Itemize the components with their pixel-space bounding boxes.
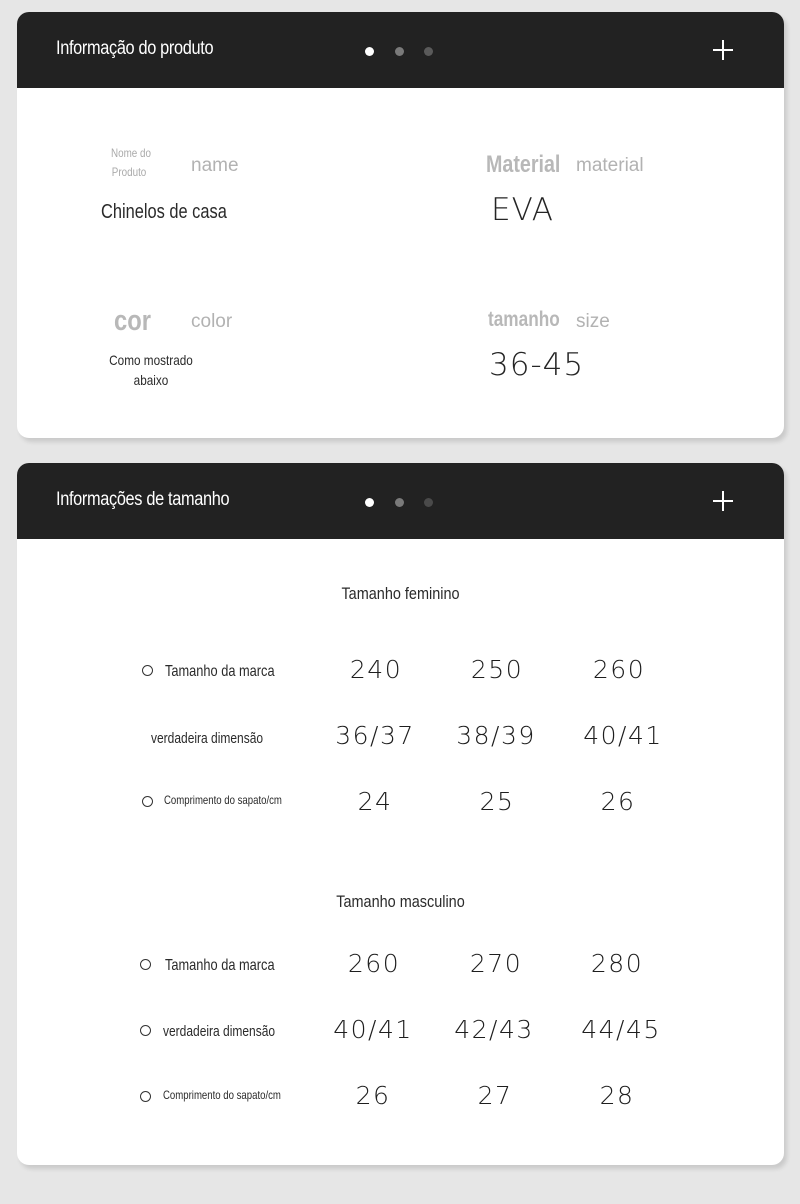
female-shoe-length-cell: 25 (479, 787, 515, 816)
color-value: Como mostrado abaixo (109, 352, 193, 388)
name-label-pt: Nome do Produto (111, 146, 151, 179)
male-shoe-length-label: Comprimento do sapato/cm (163, 1088, 281, 1102)
male-size-title: Tamanho masculino (336, 892, 465, 911)
pager-dot-1[interactable] (365, 498, 374, 507)
male-true-size-cell: 42/43 (454, 1015, 534, 1044)
product-info-title: Informação do produto (56, 38, 214, 59)
material-label-pt: Material (486, 151, 561, 178)
radio-icon (140, 959, 151, 970)
female-shoe-length-label: Comprimento do sapato/cm (164, 793, 282, 807)
size-label-en: size (576, 311, 610, 332)
female-brand-size-cell: 250 (470, 655, 524, 684)
color-label-pt: cor (114, 305, 152, 337)
female-true-size-cell: 38/39 (456, 721, 536, 750)
pager-dot-3[interactable] (424, 498, 433, 507)
product-info-header (17, 12, 784, 88)
female-shoe-length-cell: 26 (600, 787, 636, 816)
pager-dot-1[interactable] (365, 47, 374, 56)
male-brand-size-label: Tamanho da marca (165, 957, 275, 974)
name-label-en: name (191, 155, 239, 176)
radio-icon (142, 796, 153, 807)
size-info-title: Informações de tamanho (56, 489, 230, 510)
pager-dot-2[interactable] (395, 47, 404, 56)
size-info-card (17, 463, 784, 1165)
female-brand-size-cell: 240 (349, 655, 403, 684)
female-shoe-length-cell: 24 (357, 787, 393, 816)
expand-plus-icon[interactable] (711, 488, 737, 514)
expand-plus-icon[interactable] (711, 37, 737, 63)
color-label-en: color (191, 311, 233, 332)
size-value: 36-45 (489, 347, 585, 383)
material-label-en: material (576, 155, 644, 176)
male-shoe-length-cell: 26 (355, 1081, 391, 1110)
female-size-title: Tamanho feminino (341, 584, 460, 603)
male-shoe-length-cell: 27 (477, 1081, 513, 1110)
name-value: Chinelos de casa (101, 201, 227, 223)
male-brand-size-cell: 270 (469, 949, 523, 978)
material-value: EVA (491, 192, 555, 228)
male-true-size-label: verdadeira dimensão (163, 1023, 276, 1040)
male-brand-size-cell: 280 (590, 949, 644, 978)
pager-dot-2[interactable] (395, 498, 404, 507)
male-brand-size-cell: 260 (347, 949, 401, 978)
female-true-size-label: verdadeira dimensão (151, 730, 264, 747)
female-true-size-cell: 36/37 (335, 721, 415, 750)
male-true-size-cell: 40/41 (333, 1015, 413, 1044)
product-info-card (17, 12, 784, 438)
pager-dot-3[interactable] (424, 47, 433, 56)
female-brand-size-label: Tamanho da marca (165, 663, 275, 680)
radio-icon (140, 1025, 151, 1036)
radio-icon (140, 1091, 151, 1102)
radio-icon (142, 665, 153, 676)
male-shoe-length-cell: 28 (599, 1081, 635, 1110)
female-brand-size-cell: 260 (592, 655, 646, 684)
size-info-header (17, 463, 784, 539)
female-true-size-cell: 40/41 (583, 721, 663, 750)
male-true-size-cell: 44/45 (581, 1015, 661, 1044)
size-label-pt: tamanho (488, 308, 560, 331)
